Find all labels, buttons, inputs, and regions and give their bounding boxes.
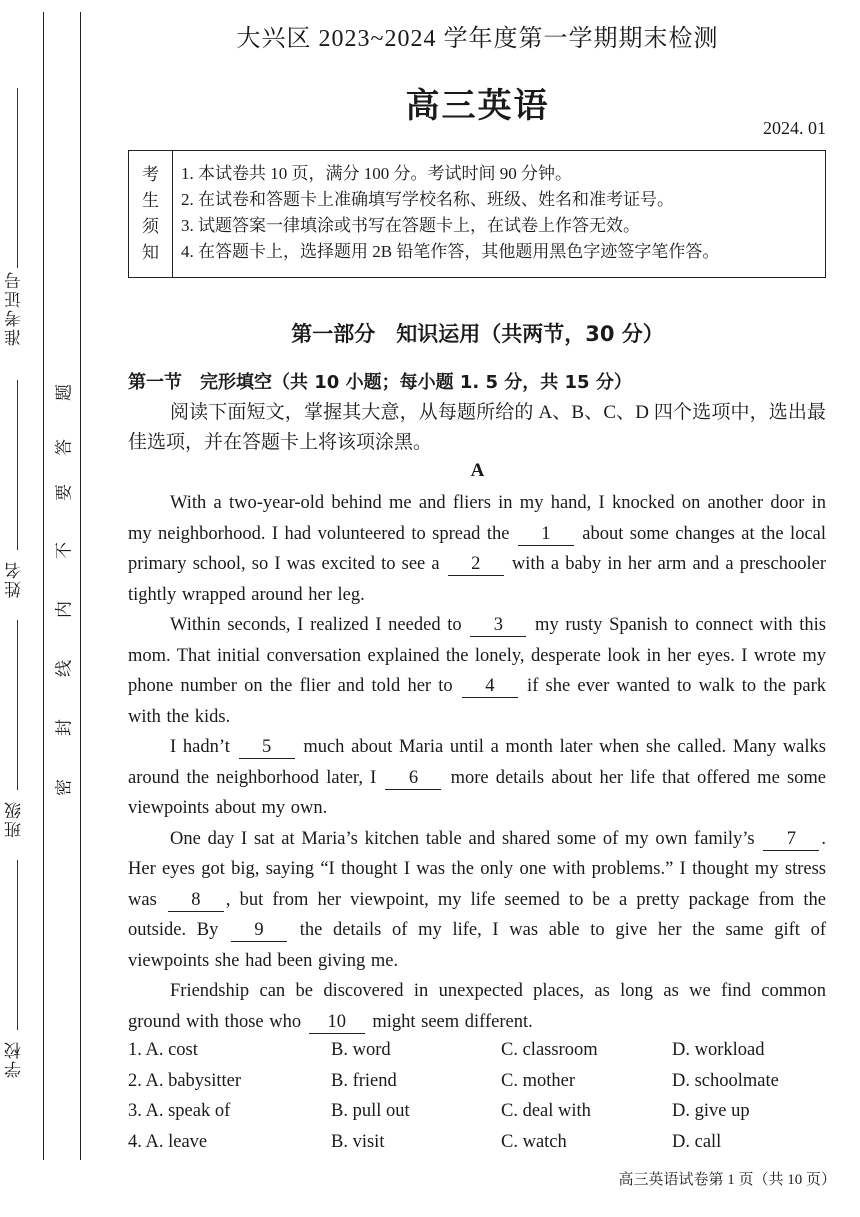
option-b: B. word: [331, 1040, 391, 1060]
class-blank: [0, 620, 30, 790]
option-c: C. classroom: [501, 1040, 598, 1060]
question-row: [128, 1132, 826, 1163]
page-title: 高三英语: [405, 86, 550, 126]
name-label: 姓名: [5, 560, 24, 598]
seal-char: 要: [54, 484, 74, 501]
option-d: D. give up: [672, 1101, 750, 1121]
part-title: 第一部分 知识运用（共两节，30 分）: [291, 322, 664, 346]
section-instruction: 阅读下面短文，掌握其大意，从每题所给的 A、B、C、D 四个选项中，选出最佳选项，并在答题卡上将该项涂黑。: [128, 402, 826, 453]
option-d: D. workload: [672, 1040, 765, 1060]
notice-item: 2. 在试卷和答题卡上准确填写学校名称、班级、姓名和准考证号。: [181, 190, 674, 209]
seal-char: 封: [54, 719, 74, 736]
school-label: 学校: [5, 1040, 24, 1078]
seal-line-notice: [52, 380, 72, 800]
exam-header: 大兴区 2023~2024 学年度第一学期期末检测: [236, 26, 719, 52]
notice-tag-char: 知: [142, 243, 159, 262]
binding-line-inner: [80, 12, 81, 1160]
option-d: D. call: [672, 1131, 722, 1152]
seal-char: 密: [54, 779, 74, 796]
notice-item: 3. 试题答案一律填涂或书写在答题卡上，在试卷上作答无效。: [181, 216, 640, 235]
option-c: C. deal with: [501, 1101, 591, 1121]
exam-date: 2024. 01: [763, 118, 826, 138]
exam-number-label: 准考证号: [5, 270, 24, 346]
notice-tag: [129, 151, 173, 277]
option-d: D. schoolmate: [672, 1070, 779, 1091]
option-b: B. friend: [331, 1070, 397, 1091]
option-b: B. pull out: [331, 1101, 410, 1121]
option-c: C. watch: [501, 1131, 567, 1152]
school-blank: [0, 860, 30, 1030]
notice-tag-char: 考: [142, 165, 159, 184]
question-row: [128, 1101, 826, 1132]
notice-tag-char: 生: [142, 191, 159, 210]
seal-char: 线: [54, 660, 74, 677]
cloze-blank: 10: [309, 1011, 365, 1034]
seal-char: 不: [54, 542, 74, 559]
option-c: C. mother: [501, 1070, 575, 1091]
cloze-blank: 1: [518, 523, 574, 546]
cloze-passage: [128, 488, 826, 1037]
option-a: 3. A. speak of: [128, 1101, 231, 1121]
notice-list: [181, 161, 719, 265]
class-label: 班级: [5, 800, 24, 838]
section-title: 第一节 完形填空（共 10 小题；每小题 1. 5 分，共 15 分）: [128, 372, 632, 393]
cloze-blank: 7: [763, 828, 819, 851]
cloze-blank: 4: [462, 675, 518, 698]
cloze-blank: 3: [470, 614, 526, 637]
cloze-blank: 9: [231, 919, 287, 942]
question-row: [128, 1071, 826, 1102]
passage-paragraph: Friendship can be discovered in unexpected places, as long as we find common ground with those who 10 might seem different.: [128, 981, 826, 1032]
option-b: B. visit: [331, 1131, 385, 1152]
option-a: 2. A. babysitter: [128, 1070, 242, 1091]
candidate-notice-box: [128, 150, 826, 278]
passage-paragraph: With a two-year-old behind me and fliers in my hand, I knocked on another door in my neighborhood. I had volunteered to spread the 1 about some changes at the local primary school, so I was excited to see a 2 with a baby in her arm and a preschooler tightly wrapped around her leg.: [128, 493, 827, 605]
school-field: [0, 1040, 30, 1100]
passage-label: A: [470, 460, 485, 481]
notice-item: 1. 本试卷共 10 页，满分 100 分。考试时间 90 分钟。: [181, 164, 572, 183]
seal-char: 答: [54, 439, 74, 456]
binding-line-outer: [43, 12, 44, 1160]
question-row: [128, 1040, 826, 1071]
class-field: [0, 800, 30, 860]
passage-paragraph: I hadn’t 5 much about Maria until a month later when she called. Many walks around the neighborhood later, I 6 more details about her life that offered me some viewpoints about my own.: [128, 737, 826, 818]
passage-paragraph: Within seconds, I realized I needed to 3 my rusty Spanish to connect with this mom. That initial conversation explained the lonely, desperate look in her eyes. I wrote my phone number on the flier and told her to 4 if she ever wanted to walk to the park with the kids.: [128, 615, 827, 727]
cloze-blank: 8: [168, 889, 224, 912]
passage-paragraph: One day I sat at Maria’s kitchen table and shared some of my own family’s 7 . Her eyes got big, saying “I thought I was the only one with problems.” I thought my stress was 8 , but from her viewpoint, my life seemed to be a pretty package from the outside. By 9 the details of my life, I was able to give her the same gift of viewpoints she had been giving me.: [128, 828, 826, 971]
seal-char: 题: [54, 384, 74, 401]
cloze-blank: 6: [385, 767, 441, 790]
cloze-blank: 2: [448, 553, 504, 576]
cloze-blank: 5: [239, 736, 295, 759]
notice-item: 4. 在答题卡上，选择题用 2B 铅笔作答，其他题用黑色字迹签字笔作答。: [181, 242, 720, 261]
option-a: 1. A. cost: [128, 1040, 198, 1060]
answer-options: [128, 1040, 826, 1162]
notice-tag-char: 须: [142, 217, 159, 236]
name-field: [0, 560, 30, 620]
option-a: 4. A. leave: [128, 1131, 208, 1152]
seal-char: 内: [54, 601, 74, 618]
page-footer: 高三英语试卷第 1 页（共 10 页）: [618, 1172, 836, 1188]
